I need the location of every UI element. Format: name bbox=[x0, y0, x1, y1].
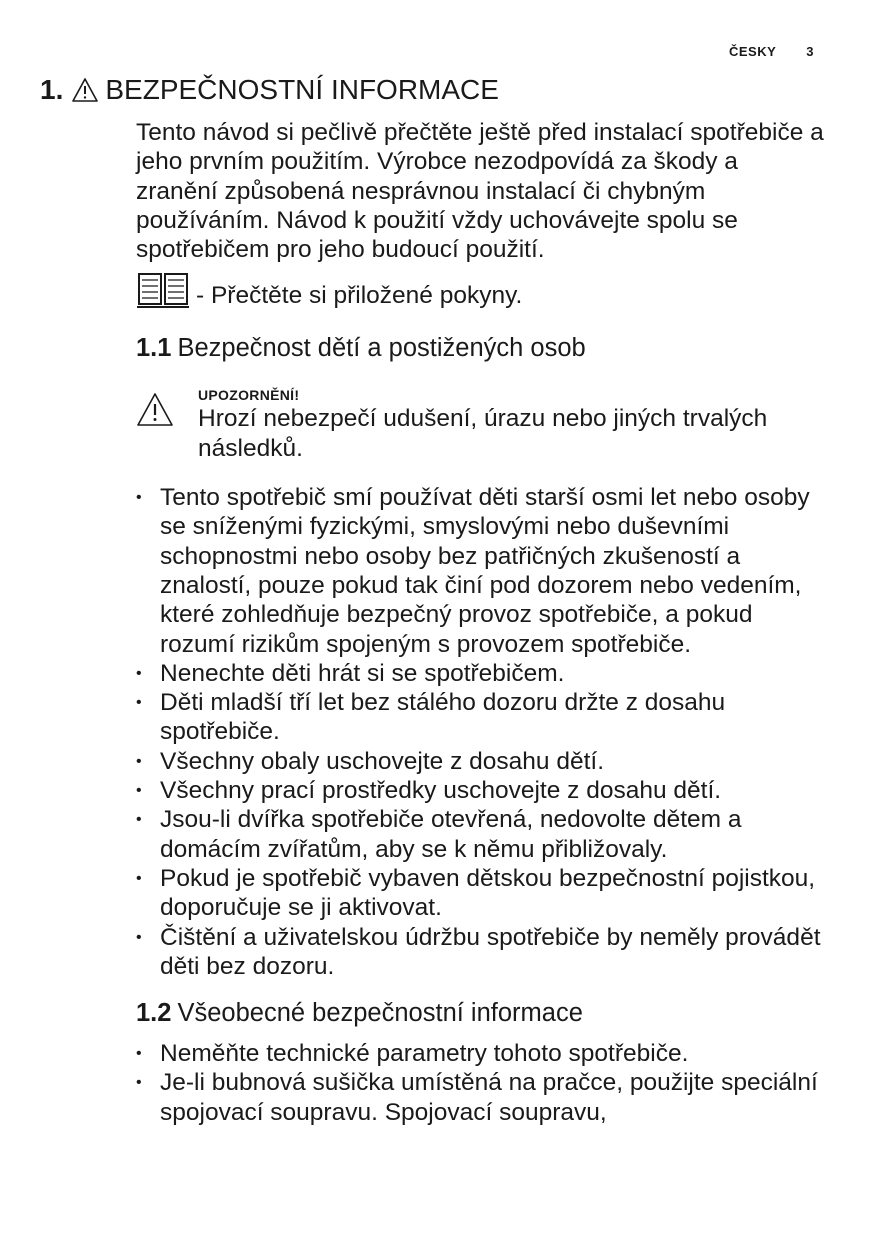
list-item: • Tento spotřebič smí používat děti starší osmi let nebo osoby se sníženými fyzickými, smyslovými nebo duševními schopnostmi nebo osoby bez patřičných zkušeností a znalostí, pouze pokud tak činí pod dozorem nebo vedením, které zohledňuje bezpečný provoz spotřebiče, a pokud rozumí rizikům spojeným s provozem spotřebiče. bbox=[136, 483, 826, 659]
main-content bbox=[136, 118, 826, 1127]
section-1-title: BEZPEČNOSTNÍ INFORMACE bbox=[105, 74, 499, 105]
section-1-heading bbox=[40, 74, 499, 106]
list-item: • Pokud je spotřebič vybaven dětskou bezpečnostní pojistkou, doporučuje se ji aktivovat. bbox=[136, 864, 826, 923]
intro-paragraph: Tento návod si pečlivě přečtěte ještě před instalací spotřebiče a jeho prvním použitím. Výrobce nezodpovídá za škody a zranění způsobená nesprávnou instalací či chybným používáním. Návod k použití vždy uchovávejte spolu se spotřebičem pro jeho budoucí použití. bbox=[136, 119, 824, 264]
list-item: • Je-li bubnová sušička umístěná na pračce, použijte speciální spojovací soupravu. Spojovací soupravu, bbox=[136, 1068, 826, 1127]
list-item: • Čištění a uživatelskou údržbu spotřebiče by neměly provádět děti bez dozoru. bbox=[136, 923, 826, 982]
general-safety-list bbox=[136, 1039, 826, 1127]
warning-content bbox=[198, 382, 826, 463]
read-instructions-note bbox=[136, 270, 826, 310]
language-label: ČESKY bbox=[728, 44, 777, 59]
list-item: • Nenechte děti hrát si se spotřebičem. bbox=[136, 659, 826, 688]
list-item: • Jsou-li dvířka spotřebiče otevřená, nedovolte dětem a domácím zvířatům, aby se k němu přibližovaly. bbox=[136, 805, 826, 864]
section-1-1-title: Bezpečnost dětí a postižených osob bbox=[177, 334, 586, 363]
warning-box bbox=[136, 382, 826, 463]
warning-triangle-icon bbox=[136, 392, 174, 428]
open-book-icon bbox=[136, 270, 190, 310]
child-safety-list bbox=[136, 483, 826, 981]
list-item: • Neměňte technické parametry tohoto spotřebiče. bbox=[136, 1039, 826, 1068]
section-1-number: 1. bbox=[40, 74, 64, 105]
list-item: • Děti mladší tří let bez stálého dozoru držte z dosahu spotřebiče. bbox=[136, 688, 826, 747]
section-1-2-number: 1.2 bbox=[136, 999, 172, 1028]
section-1-2-title: Všeobecné bezpečnostní informace bbox=[177, 999, 583, 1028]
warning-text: Hrozí nebezpečí udušení, úrazu nebo jiných trvalých následků. bbox=[198, 405, 768, 462]
section-1-1-number: 1.1 bbox=[136, 334, 172, 363]
book-note-text: - Přečtěte si přiložené pokyny. bbox=[196, 282, 523, 310]
section-1-1-heading bbox=[136, 332, 826, 364]
list-item: • Všechny obaly uschovejte z dosahu dětí. bbox=[136, 747, 826, 776]
page-header bbox=[729, 44, 814, 59]
page-number: 3 bbox=[806, 44, 814, 59]
warning-triangle-icon bbox=[71, 77, 99, 103]
section-1-2-heading bbox=[136, 997, 826, 1029]
warning-label: UPOZORNĚNÍ! bbox=[198, 387, 300, 404]
list-item: • Všechny prací prostředky uschovejte z dosahu dětí. bbox=[136, 776, 826, 805]
